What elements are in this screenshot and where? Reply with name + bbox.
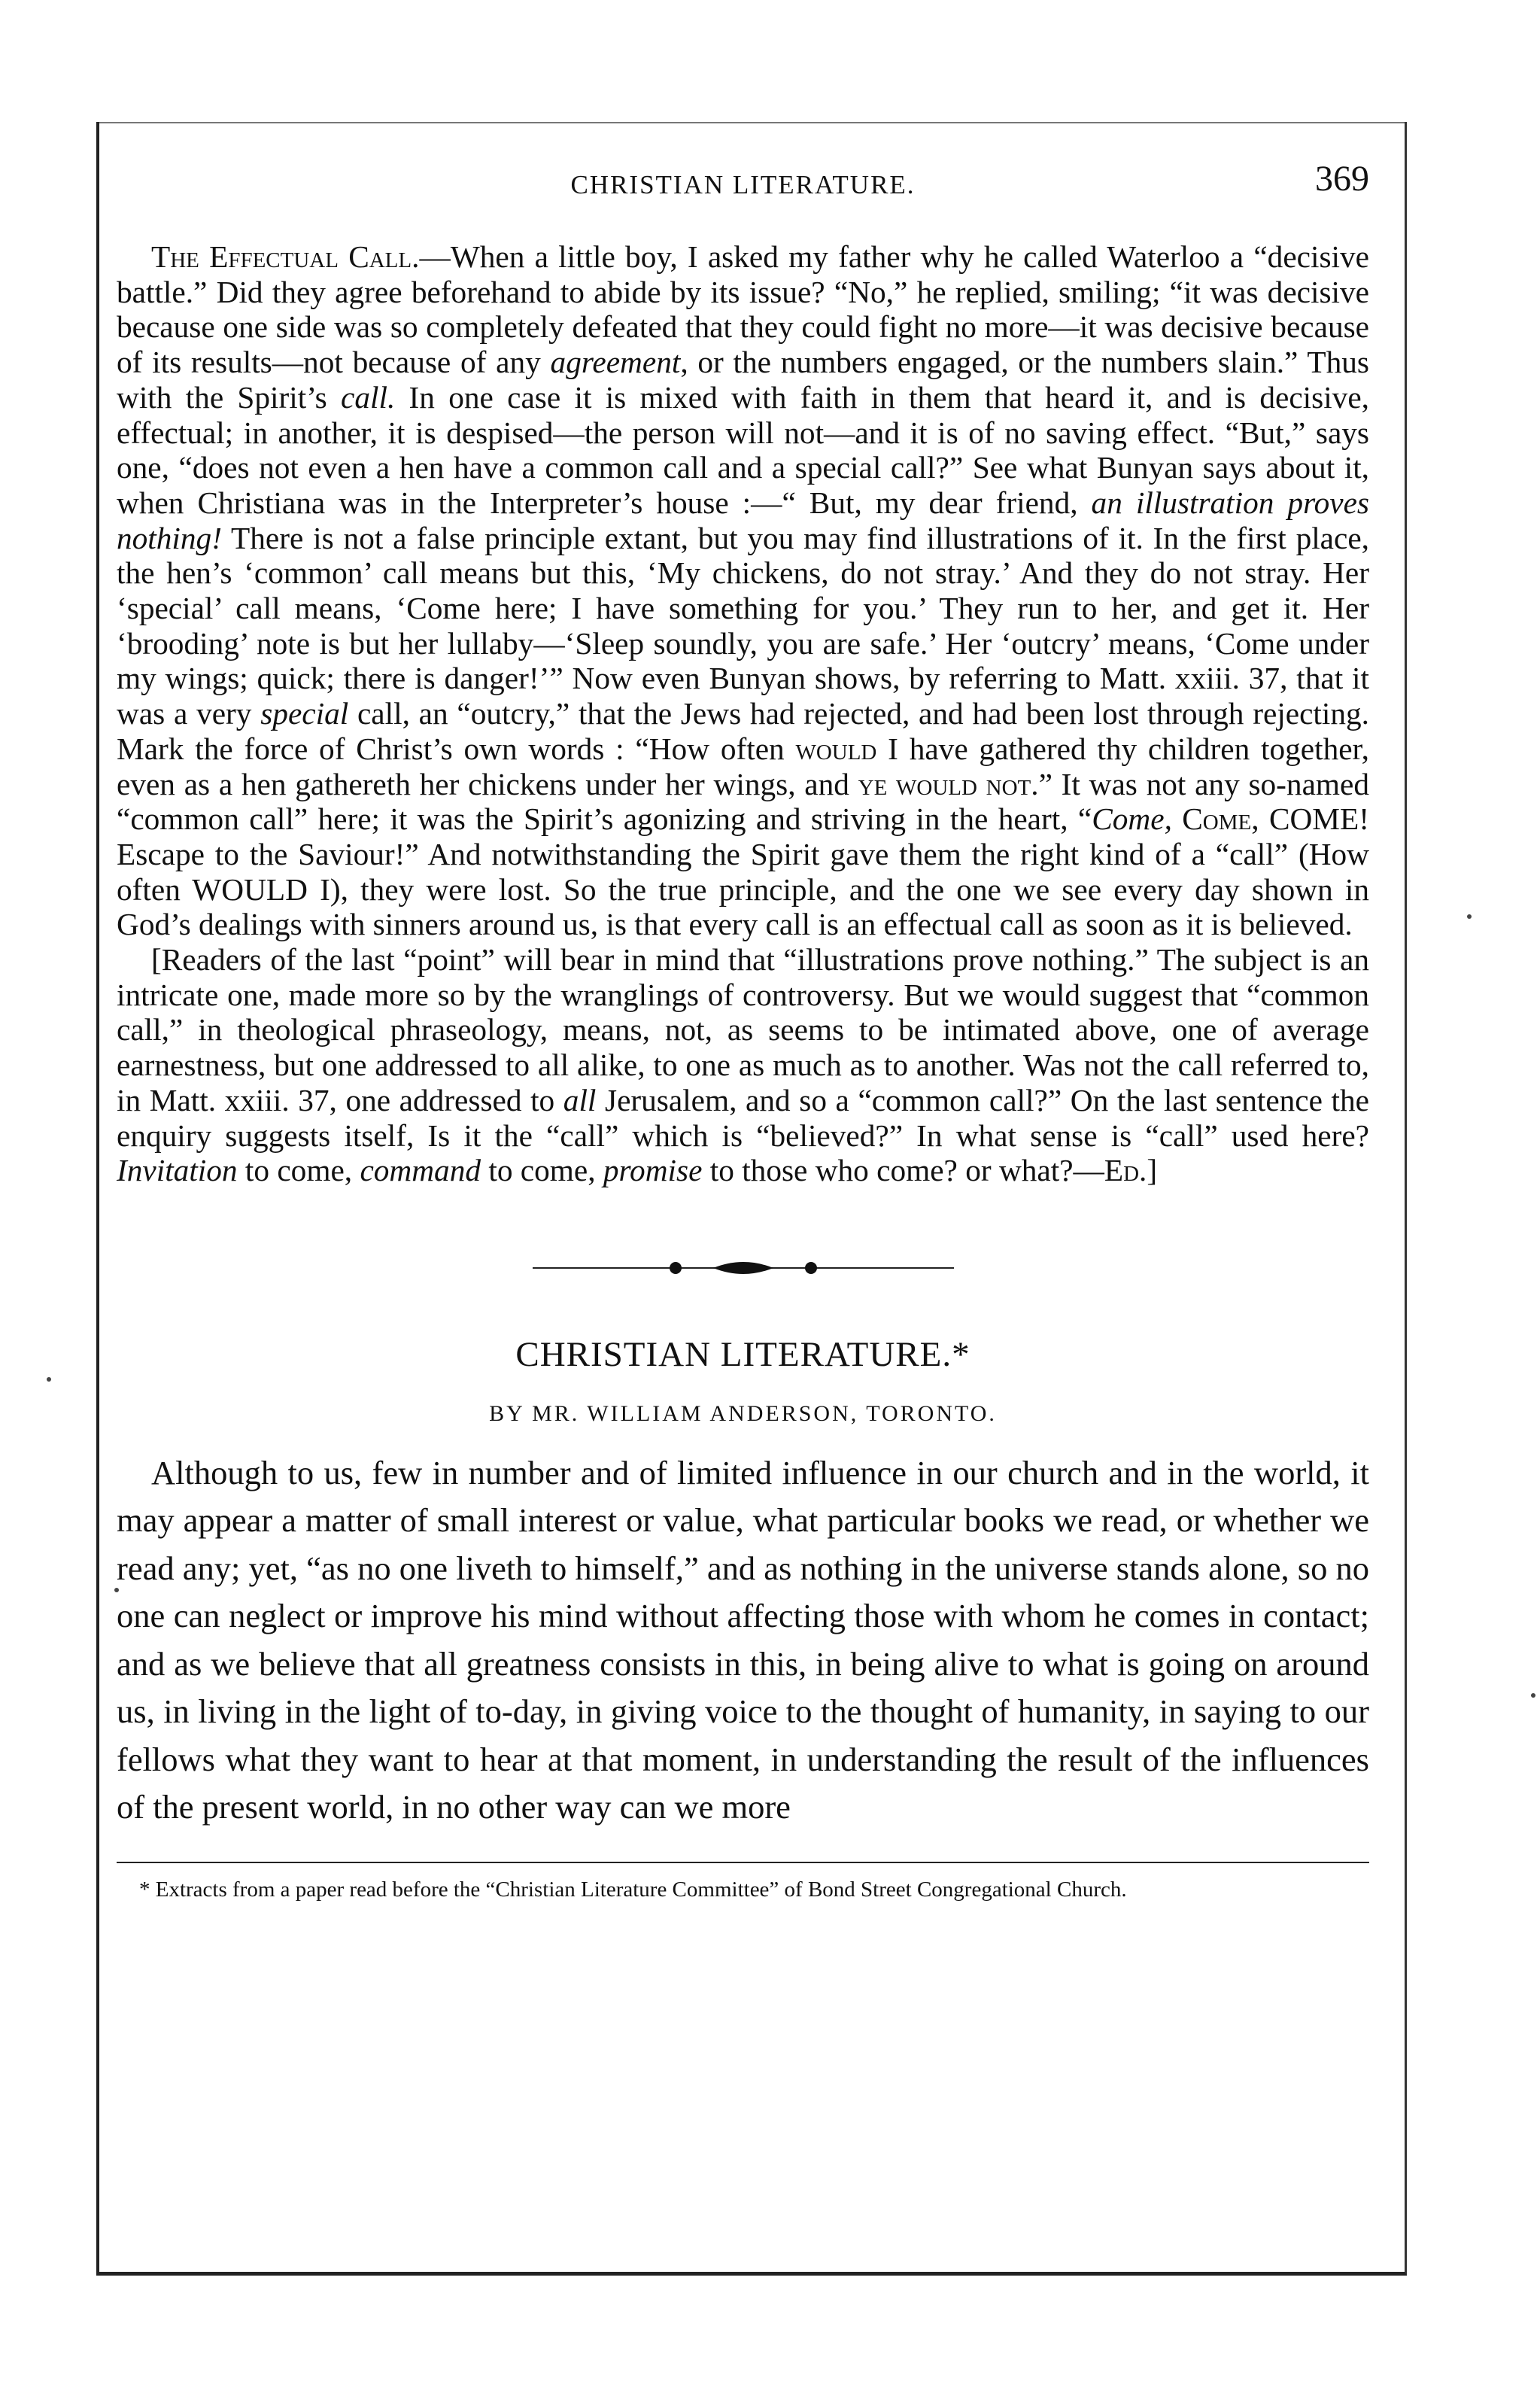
running-head <box>117 158 1369 211</box>
italic-run: promise <box>603 1153 703 1188</box>
running-title: CHRISTIAN LITERATURE. <box>570 170 916 199</box>
section-divider-ornament <box>533 1253 954 1283</box>
italic-run: command <box>360 1153 481 1188</box>
italic-run: special <box>260 696 349 731</box>
small-caps-run: ye would not <box>858 766 1031 801</box>
editor-note-paragraph: [Readers of the last “point” will bear in mind that “illustrations prove nothing.” The subject is an intricate one, made more so by the wranglings of controversy. But we would suggest that “common call,” in theological phraseology, means, not, as seems to be intimated above, one of average earnestness, but one addressed to all alike, to one as much as to another. Was not the call referred to, in Matt. xxiii. 37, one addressed to all Jerusalem, and so a “common call?” On the last sentence the enquiry suggests itself, Is it the “call” which is “believed?” In what sense is “call” used here? Invitation to come, command to come, promise to those who come? or what?—Ed.] <box>117 942 1369 1188</box>
italic-run: call. <box>341 379 396 415</box>
small-caps-run: Ed. <box>1104 1153 1147 1188</box>
article-body-paragraph: Although to us, few in number and of limited influence in our church and in the world, it may appear a matter of small interest or value, what particular books we read, or whether we read any; yet, “as no one liveth to himself,” and as nothing in the universe stands alone, so no one can neglect or improve his mind without affecting those with whom he comes in contact; and as we believe that all greatness consists in this, in being alive to what is going on around us, in living in the light of to-day, in giving voice to the thought of humanity, in saying to our fellows what they want to hear at that moment, in understanding the result of the influences of the present world, in no other way can we more <box>117 1453 1369 1826</box>
italic-run: agreement <box>550 345 681 380</box>
margin-speck <box>47 1377 51 1382</box>
page-number: 369 <box>1315 159 1369 199</box>
footnote-rule <box>117 1862 1369 1863</box>
small-caps-run: would <box>795 731 877 766</box>
article-heading: CHRISTIAN LITERATURE.* <box>515 1334 970 1374</box>
article-effectual-call <box>117 239 1369 1188</box>
small-caps-run: Come <box>1182 801 1252 837</box>
article-byline: BY MR. WILLIAM ANDERSON, TORONTO. <box>489 1400 997 1426</box>
margin-speck <box>1467 914 1472 919</box>
italic-run: an illustration proves nothing! <box>117 485 1369 555</box>
footnote <box>117 1877 1369 1902</box>
article-christian-literature <box>117 1449 1369 1832</box>
article-paragraph: The Effectual Call.—When a little boy, I asked my father why he called Waterloo a “decisive battle.” Did they agree beforehand to abide by its issue? “No,” he replied, smiling; “it was decisive because one side was so completely defeated that they could fight no more—it was decisive because of its results—not because of any agreement, or the numbers engaged, or the numbers slain.” Thus with the Spirit’s call. In one case it is mixed with faith in them that heard it, and is decisive, effectual; in another, it is despised—the person will not—and it is of no saving effect. “But,” says one, “does not even a hen have a common call and a special call?” See what Bunyan says about it, when Christiana was in the Interpreter’s house :—“ But, my dear friend, an illustration proves nothing! There is not a false principle extant, but you may find illustrations of it. In the first place, the hen’s ‘common’ call means but this, ‘My chickens, do not stray.’ And they do not stray. Her ‘special’ call means, ‘Come here; I have something for you.’ They run to her, and get it. Her ‘brooding’ note is but her lullaby—‘Sleep soundly, you are safe.’ Her ‘outcry’ means, ‘Come under my wings; quick; there is danger!’” Now even Bunyan shows, by referring to Matt. xxiii. 37, that it was a very special call, an “outcry,” that the Jews had rejected, and had been lost through rejecting. Mark the force of Christ’s own words : “How often would I have gathered thy children together, even as a hen gathereth her chickens under her wings, and ye would not.” It was not any so-named “common call” here; it was the Spirit’s agonizing and striving in the heart, “Come, Come, COME! Escape to the Saviour!” And notwithstanding the Spirit gave them the right kind of a “call” (How often WOULD I), they were lost. So the true principle, and the one we see every day shown in God’s dealings with sinners around us, is that every call is an effectual call as soon as it is believed. <box>117 239 1370 942</box>
italic-run: all <box>563 1082 597 1117</box>
italic-run: Come, <box>1092 801 1172 837</box>
small-caps-run: The Effectual Call. <box>151 239 420 274</box>
footnote-text: * Extracts from a paper read before the “Christian Literature Committee” of Bond Street Congregational Church. <box>139 1877 1127 1902</box>
italic-run: Invitation <box>117 1153 238 1188</box>
page-content <box>117 158 1369 1902</box>
margin-speck <box>1531 1693 1535 1698</box>
